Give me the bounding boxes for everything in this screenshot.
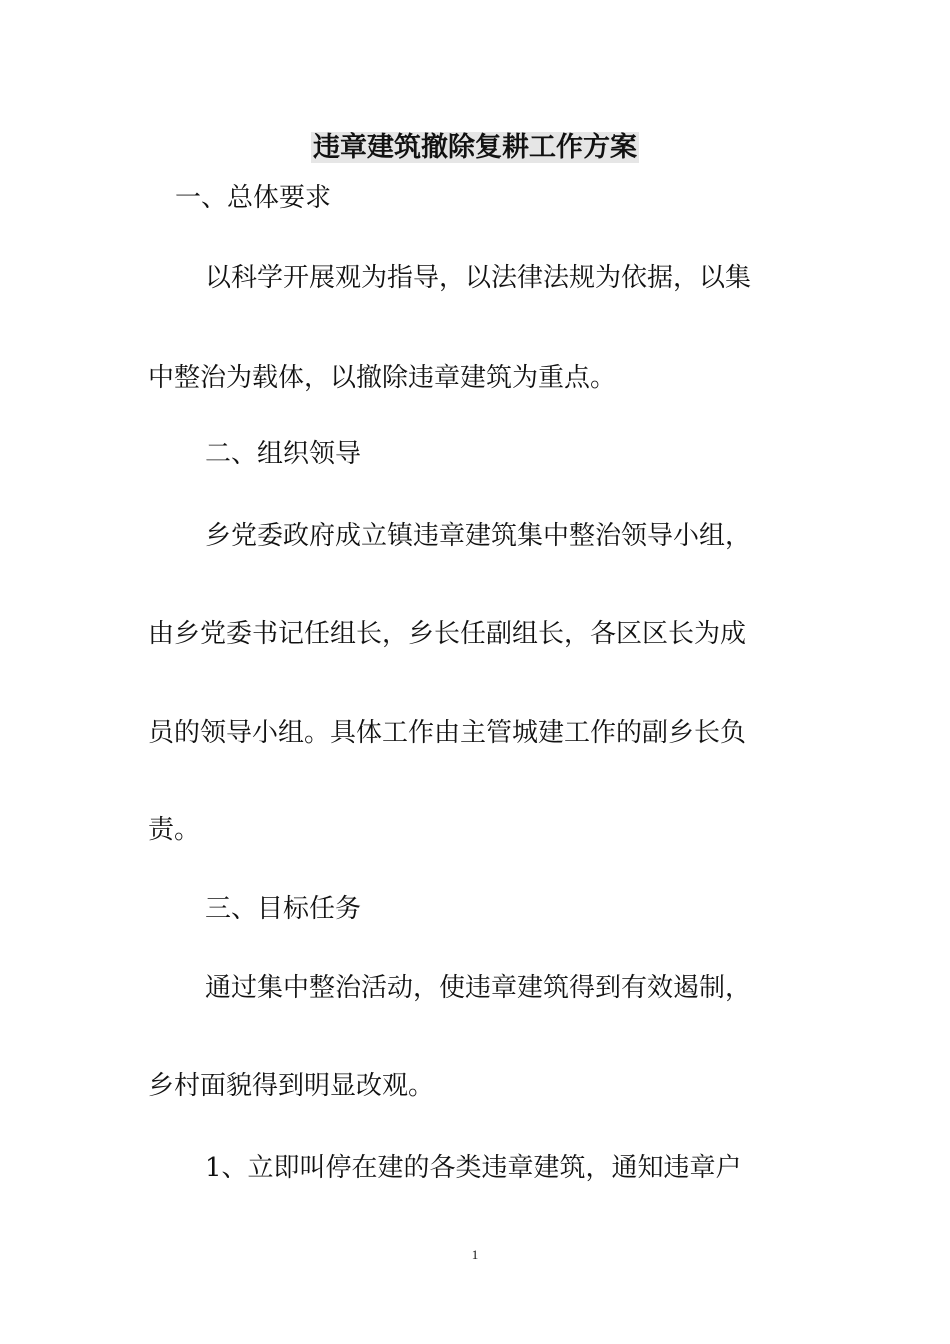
paragraph-line: 由乡党委书记任组长，乡长任副组长，各区区长为成 xyxy=(148,619,747,649)
paragraph-line: 责。 xyxy=(148,815,201,845)
paragraph-line: 通过集中整治活动，使违章建筑得到有效遏制， xyxy=(205,973,752,1003)
page-number: 1 xyxy=(471,1247,479,1262)
paragraph-line: 员的领导小组。具体工作由主管城建工作的副乡长负 xyxy=(148,718,747,748)
document-title xyxy=(0,128,950,168)
section-heading-1: 一、总体要求 xyxy=(175,183,332,213)
section-heading-2: 二、组织领导 xyxy=(205,439,362,469)
paragraph-line: 1、立即叫停在建的各类违章建筑，通知违章户 xyxy=(205,1153,742,1183)
paragraph-line: 乡党委政府成立镇违章建筑集中整治领导小组， xyxy=(205,521,752,551)
section-heading-3: 三、目标任务 xyxy=(205,894,362,924)
paragraph-line: 以科学开展观为指导，以法律法规为依据，以集 xyxy=(205,263,752,293)
paragraph-line: 乡村面貌得到明显改观。 xyxy=(148,1071,435,1101)
title-text: 违章建筑撤除复耕工作方案 xyxy=(313,132,637,163)
paragraph-line: 中整治为载体，以撤除违章建筑为重点。 xyxy=(148,363,617,393)
